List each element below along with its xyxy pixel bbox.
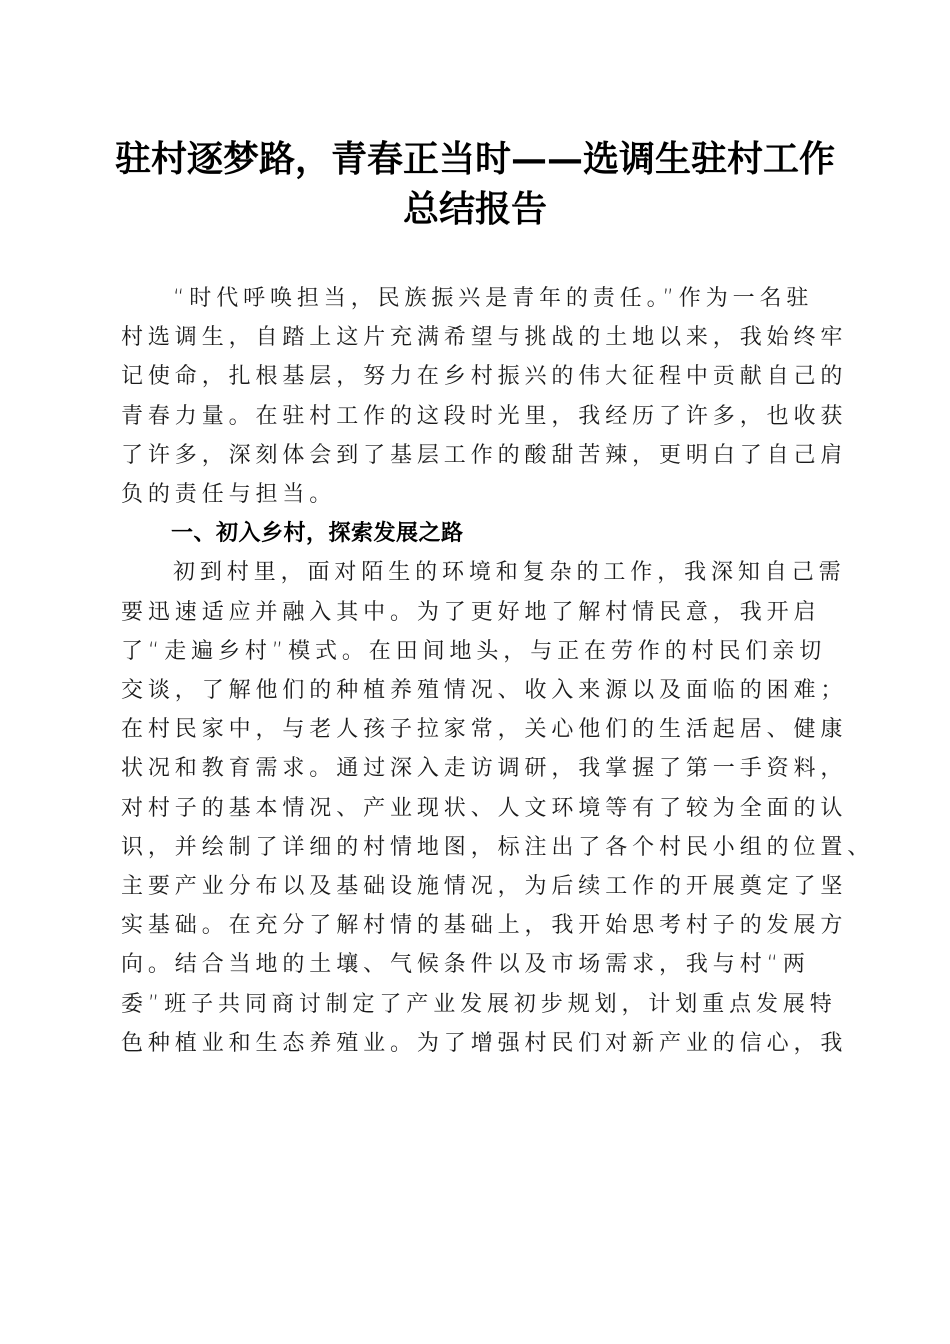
text-line: 村选调生，自踏上这片充满希望与挑战的土地以来，我始终牢 <box>121 325 848 351</box>
section-heading-1: 一、初入乡村，探索发展之路 <box>171 521 464 547</box>
text-line: 交谈，了解他们的种植养殖情况、收入来源以及面临的困难； <box>121 678 848 704</box>
text-line: 主要产业分布以及基础设施情况，为后续工作的开展奠定了坚 <box>121 874 848 900</box>
text-line: 在村民家中，与老人孩子拉家常，关心他们的生活起居、健康 <box>121 717 848 743</box>
text-line: 要迅速适应并融入其中。为了更好地了解村情民意，我开启 <box>121 599 821 625</box>
text-line: 实基础。在充分了解村情的基础上，我开始思考村子的发展方 <box>121 913 848 939</box>
title-line-2: 总结报告 <box>402 188 547 230</box>
text-line: 状况和教育需求。通过深入走访调研，我掌握了第一手资料， <box>121 756 848 782</box>
text-line: 初到村里，面对陌生的环境和复杂的工作，我深知自己需 <box>173 560 846 586</box>
text-line: 了许多，深刻体会到了基层工作的酸甜苦辣，更明白了自己肩 <box>121 442 848 468</box>
intro-paragraph <box>121 279 848 514</box>
text-line: 委”班子共同商讨制定了产业发展初步规划，计划重点发展特 <box>121 991 837 1017</box>
section-1-paragraph <box>121 553 875 1063</box>
text-line: 青春力量。在驻村工作的这段时光里，我经历了许多，也收获 <box>121 403 848 429</box>
document-title <box>100 134 850 234</box>
text-line: 识，并绘制了详细的村情地图，标注出了各个村民小组的位置、 <box>121 834 875 860</box>
text-line: 色种植业和生态养殖业。为了增强村民们对新产业的信心，我 <box>121 1030 848 1056</box>
text-line: 了“走遍乡村”模式。在田间地头，与正在劳作的村民们亲切 <box>121 638 827 664</box>
document-body <box>121 279 875 1063</box>
text-line: 向。结合当地的土壤、气候条件以及市场需求，我与村“两 <box>121 952 810 978</box>
text-line: 记使命，扎根基层，努力在乡村振兴的伟大征程中贡献自己的 <box>121 364 848 390</box>
text-line: “时代呼唤担当，民族振兴是青年的责任。”作为一名驻 <box>173 286 814 311</box>
text-line: 负的责任与担当。 <box>121 482 337 508</box>
title-line-1: 驻村逐梦路，青春正当时——选调生驻村工作 <box>114 138 835 180</box>
text-line: 对村子的基本情况、产业现状、人文环境等有了较为全面的认 <box>121 795 848 821</box>
